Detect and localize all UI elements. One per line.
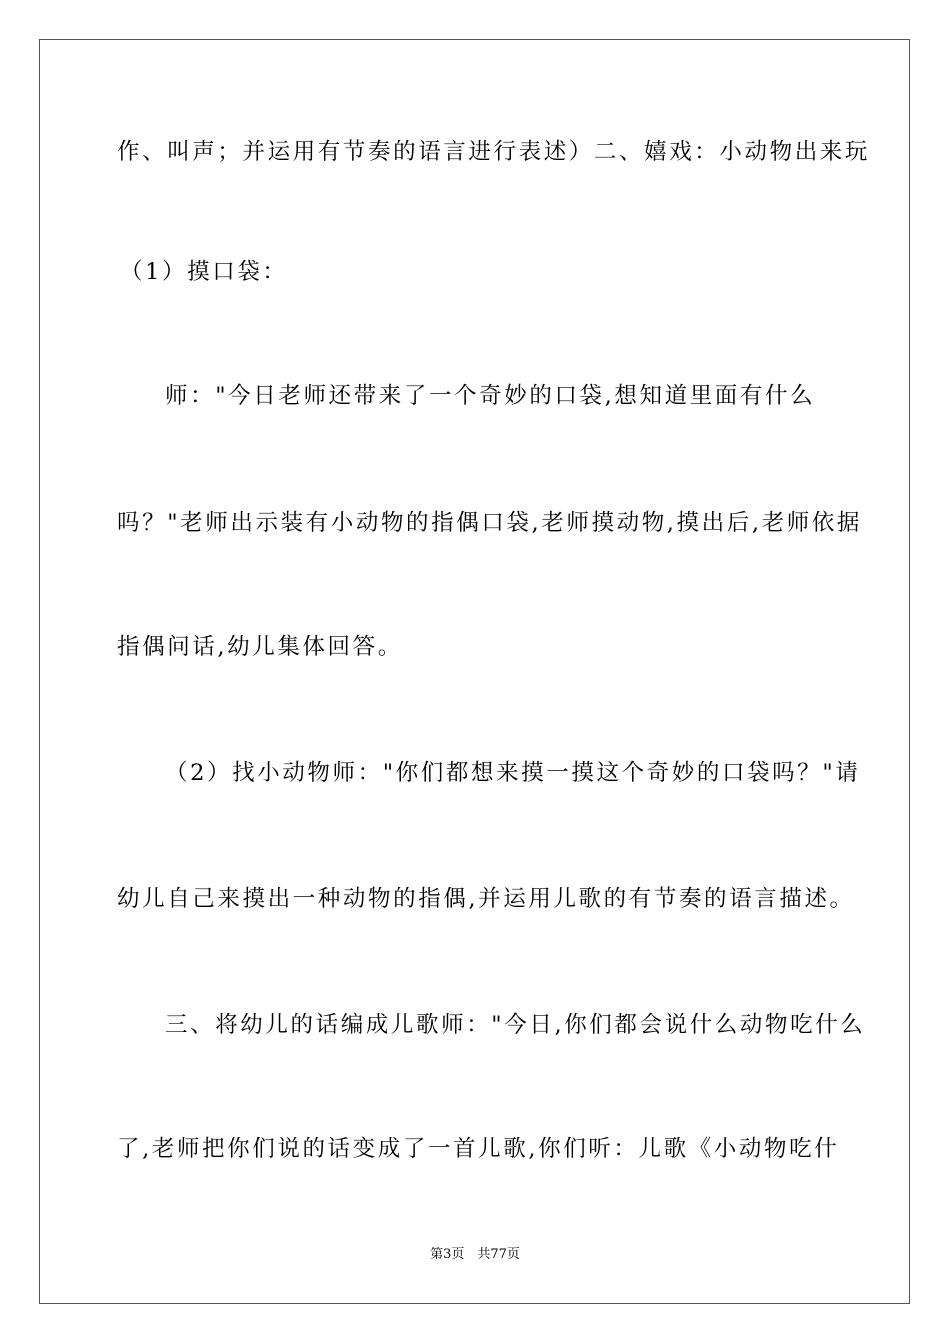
body-text-line: 三、将幼儿的话编成儿歌师："今日,你们都会说什么动物吃什么 xyxy=(165,1012,866,1038)
body-text-line: 师："今日老师还带来了一个奇妙的口袋,想知道里面有什么 xyxy=(165,383,816,409)
body-text-line: （2）找小动物师："你们都想来摸一摸这个奇妙的口袋吗？"请 xyxy=(165,760,861,786)
body-text-line: 指偶问话,幼儿集体回答。 xyxy=(117,634,403,660)
body-text-line: 作、叫声；并运用有节奏的语言进行表述）二、嬉戏：小动物出来玩 xyxy=(117,139,871,165)
page-footer: 第3页 共77页 xyxy=(430,1247,520,1262)
page-border xyxy=(39,39,910,1304)
body-text-line: 了,老师把你们说的话变成了一首儿歌,你们听：儿歌《小动物吃什 xyxy=(117,1136,840,1162)
body-text-line: 吗？"老师出示装有小动物的指偶口袋,老师摸动物,摸出后,老师依据 xyxy=(117,510,863,536)
body-text-line: （1）摸口袋： xyxy=(120,259,288,285)
body-text-line: 幼儿自己来摸出一种动物的指偶,并运用儿歌的有节奏的语言描述。 xyxy=(117,886,855,912)
